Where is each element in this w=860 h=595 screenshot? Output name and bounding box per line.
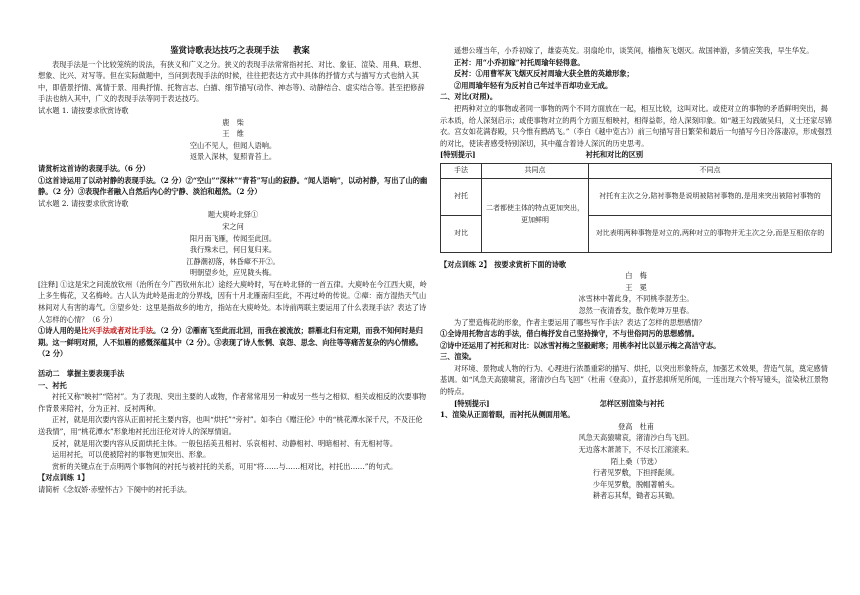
table-cell: 衬托有主次之分,陪衬事物是说明被陪衬事物的,是用来突出被陪衬事物的 bbox=[589, 178, 832, 215]
section-heading-contrast-support: 一、衬托 bbox=[38, 380, 67, 390]
paragraph: 把两种对立的事物或者同一事物的两个不同方面放在一起，相互比较，这叫对比。或使对立的事物的矛盾鲜明突出，揭示本质，给人深刻启示；或使事物对立的两个方面互相映衬，相得益彰，给人深刻印象。如“越王勾践破吴归，义士还家尽锦衣。宫女如花满春殿，只今惟有鹧鸪飞。”（李白《越中览古》）前三句描写昔日繁荣和最后一句描写今日冷落凄凉，形成强烈的对比，使读者感受特别深切，其中蕴含着诗人深沉的历史思考。 bbox=[440, 103, 832, 148]
answer2: ①诗人用的是比兴手法或者对比手法。（2 分）②雁南飞至此而北回，而我在被流放；群雁北归有定期，而我不知何时是归期。这一鲜明对照，人不如雁的感慨深蕴其中（2 分）。③表现了诗人怅惘、哀怨、思念、向往等等痛苦复杂的内心情感。（2 分） bbox=[38, 326, 423, 359]
training2-answer: ②诗中还运用了衬托和对比：以冰雪衬梅之坚毅耐寒；用桃李衬比以显示梅之高洁守志。 bbox=[440, 340, 721, 350]
question1: 请赏析这首诗的表现手法。（6 分） bbox=[38, 163, 150, 173]
answer2-highlight: 比兴手法或者对比手法 bbox=[81, 326, 154, 336]
poem1-line: 返景入深林，复照青苔上。 bbox=[189, 152, 277, 162]
poem2-line: 江静潮初落，林昏瘴不开②。 bbox=[186, 256, 280, 266]
ci-quote: 遥想公瑾当年，小乔初嫁了，雄姿英发。羽扇纶巾，谈笑间，樯橹灰飞烟灭。故国神游，多情应笑我，早生华发。 bbox=[454, 46, 814, 55]
right-column bbox=[440, 0, 832, 595]
table-cell-common: 二者都使主体的特点更加突出，更加鲜明 bbox=[482, 178, 589, 252]
table-header: 手法 bbox=[441, 163, 482, 178]
activity2-heading: 活动二 掌握主要表现手法 bbox=[38, 369, 125, 379]
poem1-line: 空山不见人，但闻人语响。 bbox=[189, 140, 277, 150]
poem-title: 白 梅 bbox=[625, 271, 647, 281]
poem2-line: 阳月南飞雁，传闻至此回。 bbox=[189, 233, 277, 243]
poemA-line: 风急天高猿啸哀，渚清沙白鸟飞回。 bbox=[578, 433, 694, 443]
training2-answer: ①全诗用托物言志的手法，借白梅抒发自己坚持操守，不与世俗同污的思想感情。 bbox=[440, 329, 699, 339]
poemA-line: 无边落木萧萧下，不尽长江滚滚来。 bbox=[578, 445, 694, 455]
poem2-title: 题大庾岭北驿① bbox=[207, 210, 259, 220]
paragraph: 运用衬托，可以使被陪衬的事物更加突出、形象。 bbox=[52, 450, 211, 460]
comparison-table bbox=[440, 163, 832, 253]
poemB-line: 少年见罗敷，脱帽著帩头。 bbox=[592, 479, 680, 489]
test2-label: 试水题 2. 请按要求欣赏诗歌 bbox=[38, 198, 129, 208]
table-row bbox=[441, 178, 832, 215]
paragraph: 正衬，就是用次要内容从正面衬托主要内容，也叫“烘托”“旁衬”。如李白《赠汪伦》中的“桃花潭水深千尺，不及汪伦送我情”，用“桃花潭水”形象地衬托出汪伦对诗人的深厚情谊。 bbox=[38, 415, 423, 436]
paragraph: 对环境、景物或人物的行为、心理进行浓墨重彩的描写、烘托，以突出形象特点，加强艺术效果，营造气氛，奠定感情基调。如“风急天高猿啸哀，渚清沙白鸟飞回”（杜甫《登高》），直抒悲抑所见所闻，一连出现六个特写镜头，渲染秋江景物的特点。 bbox=[440, 363, 829, 397]
poemB-title: 陌上桑（节选） bbox=[610, 456, 662, 466]
table-header: 不同点 bbox=[589, 163, 832, 178]
special-tip-1: [特别提示] 衬托和对比的区别 bbox=[440, 150, 644, 160]
negative-contrast-2: ②用周瑜年轻有为反衬自己年过半百却功业无成。 bbox=[454, 80, 613, 90]
left-column bbox=[38, 0, 428, 595]
paragraph: 反衬，就是用次要内容从反面烘托主体。一般包括美丑相衬、乐哀相衬、动静相衬、明暗相衬、有无相衬等。 bbox=[52, 438, 398, 448]
test1-label: 试水题 1. 请按要求欣赏诗歌 bbox=[38, 105, 129, 115]
poemA-title: 登高 杜甫 bbox=[618, 421, 654, 431]
poem2-line: 我行殊未已，何日复归来。 bbox=[189, 245, 277, 255]
poem2-line: 明朝望乡处，应见陇头梅。 bbox=[189, 268, 277, 278]
table-header: 共同点 bbox=[482, 163, 589, 178]
poem1-author: 王 维 bbox=[222, 129, 244, 139]
poem1-title: 鹿 柴 bbox=[222, 117, 244, 127]
training1-question: 请简析《念奴娇·赤壁怀古》下阕中的衬托手法。 bbox=[38, 484, 192, 494]
subsection-heading: 1、渲染从正面着眼，而衬托从侧面用笔。 bbox=[440, 410, 575, 420]
training2-question: 为了塑造梅花的形象，作者主要运用了哪些写作手法？表达了怎样的思想感情？ bbox=[454, 317, 706, 327]
poemB-line: 行者见罗敷，下担捋髭须。 bbox=[592, 468, 680, 478]
training1-heading: 【对点训练 1】 bbox=[38, 473, 89, 483]
document-title-tag: 教案 bbox=[293, 45, 310, 55]
poemB-line: 耕者忘其犁，锄者忘其锄。 bbox=[592, 491, 680, 501]
intro-paragraph: 表现手法是一个比较笼统的说法，有狭义和广义之分。狭义的表现手法常常指衬托、对比、象征、渲染、用典、联想、想象、比兴、对写等。但在实际做题中，当问到表现手法的时候，往往把表达方式中具体的抒情方式与描写方式也纳入其中，即借景抒情、寓情于景、用典抒情、托物言志、白描、细节描写(动作、神态等)、动静结合、虚实结合等。甚至把修辞手法也纳入其中，广义的表现手法等同于表达技巧。 bbox=[38, 59, 426, 104]
table-cell: 对比表明两种事物是对立的,两种对立的事物并无主次之分,而是互相依存的 bbox=[589, 215, 832, 252]
table-cell: 对比 bbox=[441, 215, 482, 252]
section-heading-rendering: 三、渲染。 bbox=[440, 352, 476, 362]
section-heading-comparison: 二、对比(对照)。 bbox=[440, 92, 498, 102]
poem-author: 王 冕 bbox=[625, 282, 647, 292]
training2-heading: 【对点训练 2】 按要求赏析下面的诗歌 bbox=[440, 259, 567, 269]
positive-contrast: 正衬：用“小乔初嫁”衬托周瑜年轻得意。 bbox=[454, 57, 585, 67]
special-tip-2: [特别提示] 怎样区别渲染与衬托 bbox=[454, 398, 665, 408]
answer1: ①这首诗运用了以动衬静的表现手法。（2 分）②“空山”“深林”“青苔”写山的寂静。“闻人语响”，以动衬静，写出了山的幽静。（2 分）③表现作者融入自然后内心的宁静、淡泊和超然。（2 分） bbox=[38, 175, 428, 197]
poem2-note: [注释] ①这是宋之问流放钦州（治所在今广西钦州东北）途经大庾岭时，写在岭北驿的一首五律。大庾岭在今江西大庾，岭上多生梅花，又名梅岭。古人认为此岭是南北的分界线，因有十月北雁南归至此，不再过岭的传说。②瘴：南方湿热天气山林间对人有害的毒气。③望乡处：这里是指故乡的地方，指站在大庾岭处。本诗前两联主要运用了什么表现手法？表达了诗人怎样的心情？（6 分） bbox=[38, 279, 427, 324]
document-title: 鉴赏诗歌表达技巧之表现手法 教案 bbox=[170, 45, 310, 55]
poem2-author: 宋之问 bbox=[222, 221, 244, 231]
table-cell: 衬托 bbox=[441, 178, 482, 215]
paragraph: 赏析的关键点在于点明两个事物间的衬托与被衬托的关系，可用“将……与……相对比，衬托出……”的句式。 bbox=[52, 461, 398, 471]
paragraph: 衬托又称“映衬”“陪衬”。为了表现、突出主要的人或物，作者常常用另一种或另一些与之相似、相关或相反的次要事物作背景来陪衬，分为正衬、反衬两种。 bbox=[38, 392, 427, 413]
poem-line: 忽然一夜清香发，散作乾坤万里春。 bbox=[578, 305, 694, 315]
poem-line: 冰雪林中著此身，不同桃李混芳尘。 bbox=[578, 294, 694, 304]
negative-contrast: 反衬：①用曹军灰飞烟灭反衬周瑜大获全胜的英雄形象； bbox=[454, 69, 634, 79]
